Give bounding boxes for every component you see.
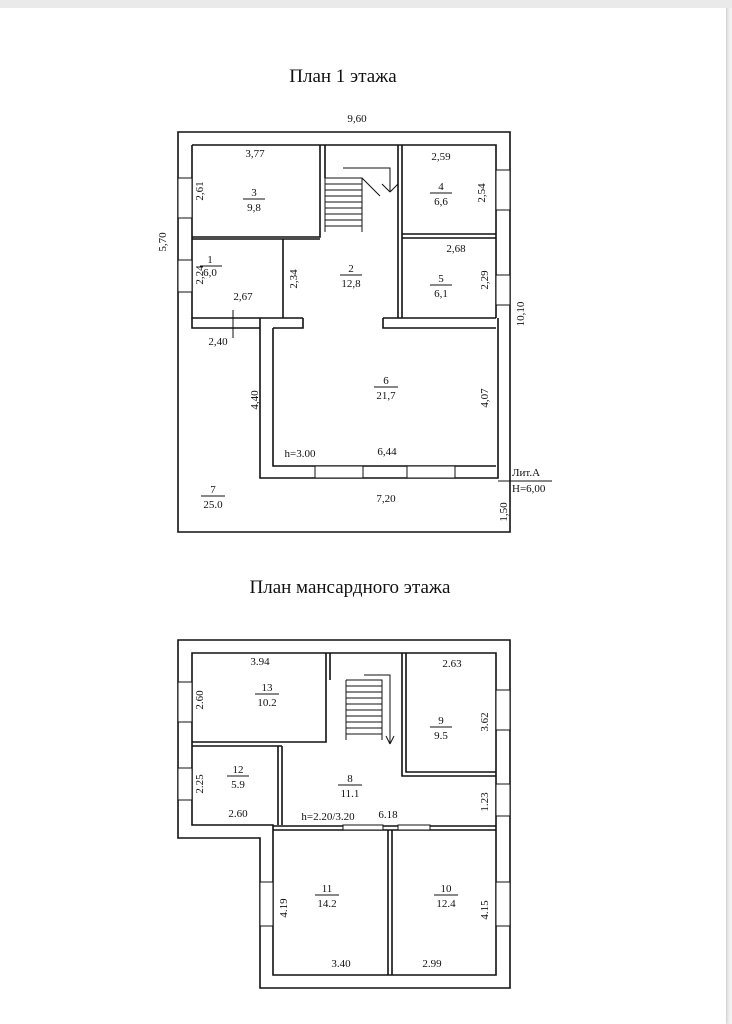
plan2-dim-r8-height: 1.23: [479, 792, 491, 812]
room-9-number: 9: [438, 715, 444, 727]
room-5-number: 5: [438, 273, 444, 285]
room-8-area: 11.1: [340, 788, 360, 800]
plan1-dim-bottom-width: 7,20: [376, 493, 396, 505]
plan1-litera: Лит.А: [512, 467, 541, 479]
room-1-area: 6,0: [203, 267, 217, 279]
room-13-number: 13: [261, 682, 273, 694]
plan1-dim-hall-height-left: 4,40: [249, 390, 261, 410]
room-8-number: 8: [347, 773, 353, 785]
room-4-number: 4: [438, 181, 444, 193]
plan1-dim-bottom-extra: 1,50: [498, 502, 510, 522]
room-5-area: 6,1: [434, 288, 448, 300]
plan1-dim-r1-width: 2,67: [233, 291, 253, 303]
plan1-dim-right-height: 10,10: [515, 301, 527, 327]
plan1-total-height: H=6,00: [512, 483, 546, 495]
room-3-area: 9,8: [247, 202, 261, 214]
plan1-dim-top-width: 9,60: [347, 113, 367, 125]
plan2-dim-r11-height: 4.19: [278, 898, 290, 918]
room-3-number: 3: [251, 187, 257, 199]
room-12-area: 5.9: [231, 779, 245, 791]
plan2-room-labels: [227, 682, 458, 910]
plan2-dim-r13-width: 3.94: [250, 656, 270, 668]
plan1-dim-r1-height: 2,24: [194, 265, 206, 285]
plan2-dim-r10-width: 2.99: [422, 958, 442, 970]
room-2-number: 2: [348, 263, 354, 275]
room-13-area: 10.2: [257, 697, 277, 709]
plan1-windows: [178, 170, 510, 478]
plan1-dim-r2-height: 2,34: [288, 269, 300, 289]
plan1-title: План 1 этажа: [289, 66, 397, 87]
plan1-dim-r4-height: 2,54: [476, 183, 488, 203]
room-11-area: 14.2: [317, 898, 337, 910]
plan1-dim-r5-width: 2,68: [446, 243, 466, 255]
room-10-number: 10: [440, 883, 452, 895]
room-1-number: 1: [207, 254, 213, 266]
room-7-number: 7: [210, 484, 216, 496]
room-11-number: 11: [321, 883, 333, 895]
plan1-dim-r3-width: 3,77: [245, 148, 265, 160]
plan1-room-labels: [200, 181, 452, 511]
plan1-dim-left-height: 5,70: [157, 232, 169, 252]
plan1-dim-porch-width: 2,40: [208, 336, 228, 348]
plan1-dim-r3-height: 2,61: [194, 181, 206, 201]
room-9-area: 9.5: [434, 730, 448, 742]
plan2-windows: [178, 682, 510, 926]
plan2-dim-r12-height: 2.25: [194, 774, 206, 794]
plan1-dim-r5-height: 2,29: [479, 270, 491, 290]
plan2-dim-r9-height: 3.62: [479, 712, 491, 732]
room-6-area: 21,7: [376, 390, 396, 402]
plan2-ceiling-height: h=2.20/3.20: [301, 811, 355, 823]
plan1-dim-hall-height-right: 4,07: [479, 388, 491, 408]
room-6-number: 6: [383, 375, 389, 387]
plan1-ceiling-height: h=3.00: [284, 448, 316, 460]
plan2-dim-r8-width: 6.18: [378, 809, 398, 821]
plan1-dim-r4-width: 2,59: [431, 151, 451, 163]
plan2-dim-r13-height: 2.60: [194, 690, 206, 710]
room-7-area: 25.0: [203, 499, 223, 511]
room-12-number: 12: [232, 764, 244, 776]
plan2-dim-r9-width: 2.63: [442, 658, 462, 670]
plan1-dim-hall-width: 6,44: [377, 446, 397, 458]
plan2-dim-r11-width: 3.40: [331, 958, 351, 970]
plan2-staircase: [346, 675, 394, 744]
room-10-area: 12.4: [436, 898, 456, 910]
plan1-staircase: [325, 168, 398, 232]
room-2-area: 12,8: [341, 278, 361, 290]
plan2-dim-r10-height: 4.15: [479, 900, 491, 920]
room-4-area: 6,6: [434, 196, 448, 208]
plan2-title: План мансардного этажа: [249, 577, 451, 598]
plan2-dim-r12-width: 2.60: [228, 808, 248, 820]
